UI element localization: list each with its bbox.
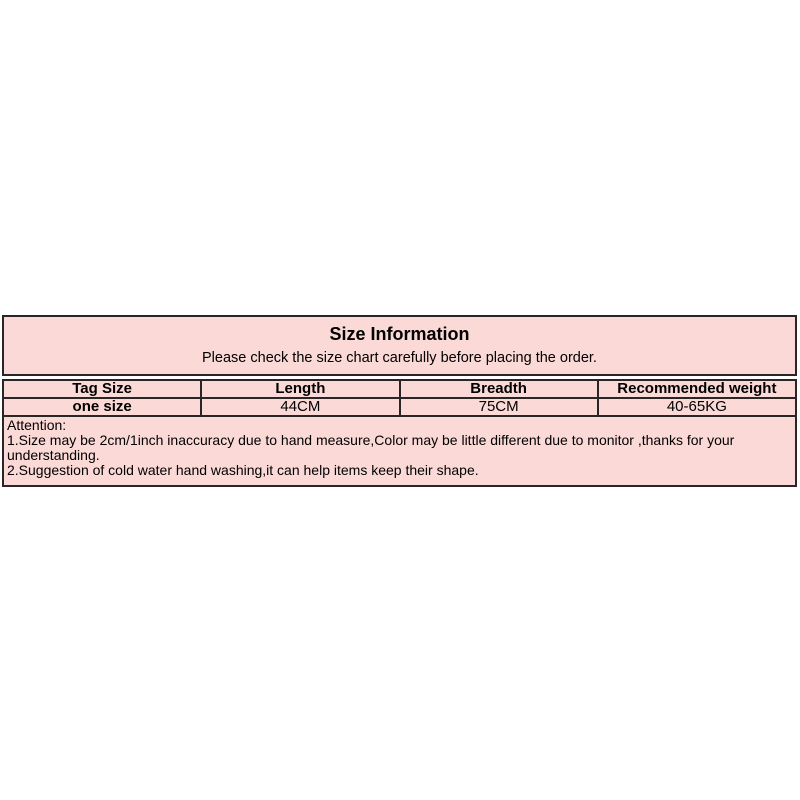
attention-box (2, 417, 797, 487)
attention-line-3: 2.Suggestion of cold water hand washing,it can help items keep their shape. (7, 463, 479, 478)
cell-recommended-weight: 40-65KG (598, 398, 796, 416)
size-table-header-row (3, 380, 796, 398)
attention-line-1: 1.Size may be 2cm/1inch inaccuracy due to hand measure,Color may be little different due to monitor ,thanks for your (7, 433, 735, 448)
size-table-row (3, 398, 796, 416)
column-header-recommended-weight: Recommended weight (598, 380, 796, 398)
cell-breadth: 75CM (400, 398, 598, 416)
size-info-subtitle: Please check the size chart carefully before placing the order. (202, 350, 597, 366)
column-header-breadth: Breadth (400, 380, 598, 398)
column-header-length: Length (201, 380, 399, 398)
size-information-panel (2, 315, 797, 487)
cell-tag-size: one size (3, 398, 201, 416)
size-table (2, 379, 797, 417)
attention-line-2: understanding. (7, 448, 100, 463)
attention-label: Attention: (7, 418, 67, 433)
cell-length: 44CM (201, 398, 399, 416)
size-info-header (2, 315, 797, 376)
size-info-title: Size Information (329, 324, 470, 344)
column-header-tag-size: Tag Size (3, 380, 201, 398)
